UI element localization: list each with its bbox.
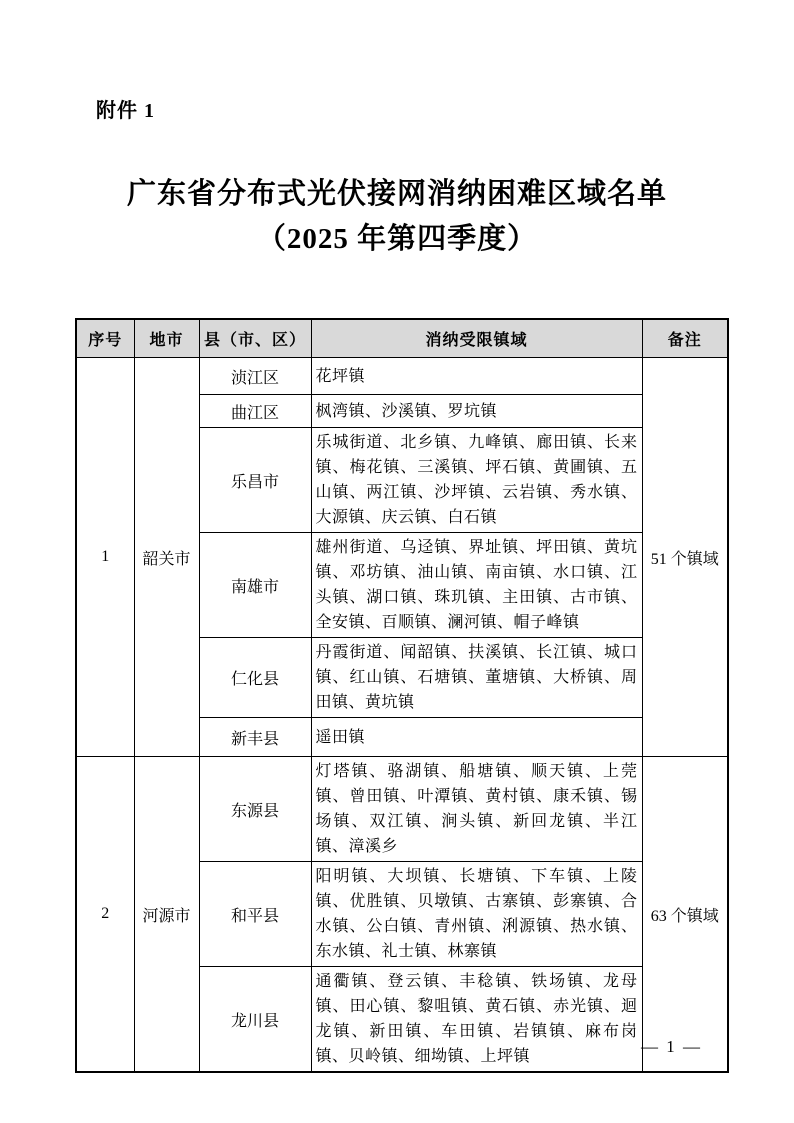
city-cell: 韶关市 [134,358,199,757]
county-cell: 浈江区 [199,358,311,395]
table-row [76,757,728,862]
county-cell: 南雄市 [199,533,311,638]
index-cell: 2 [76,757,134,1073]
townships-cell: 阳明镇、大坝镇、长塘镇、下车镇、上陵镇、优胜镇、贝墩镇、古寨镇、彭寨镇、合水镇、公白镇、青州镇、浰源镇、热水镇、东水镇、礼士镇、林寨镇 [311,862,642,967]
townships-cell: 丹霞街道、闻韶镇、扶溪镇、长江镇、城口镇、红山镇、石塘镇、董塘镇、大桥镇、周田镇、黄坑镇 [311,638,642,718]
column-header-remark: 备注 [642,319,728,358]
column-header-index: 序号 [76,319,134,358]
townships-cell: 遥田镇 [311,718,642,757]
townships-cell: 雄州街道、乌迳镇、界址镇、坪田镇、黄坑镇、邓坊镇、油山镇、南亩镇、水口镇、江头镇、湖口镇、珠玑镇、主田镇、古市镇、全安镇、百顺镇、澜河镇、帽子峰镇 [311,533,642,638]
attachment-label: 附件 1 [96,100,155,122]
county-cell: 新丰县 [199,718,311,757]
county-cell: 东源县 [199,757,311,862]
table-header-row [76,319,728,358]
column-header-county: 县（市、区） [199,319,311,358]
townships-cell: 枫湾镇、沙溪镇、罗坑镇 [311,395,642,428]
townships-cell: 乐城街道、北乡镇、九峰镇、廊田镇、长来镇、梅花镇、三溪镇、坪石镇、黄圃镇、五山镇、两江镇、沙坪镇、云岩镇、秀水镇、大源镇、庆云镇、白石镇 [311,428,642,533]
page-number: — 1 — [641,1037,702,1056]
document-title-line2: （2025 年第四季度） [256,223,538,255]
regions-table [75,318,729,1073]
document-title-line1: 广东省分布式光伏接网消纳困难区域名单 [126,178,667,210]
city-cell: 河源市 [134,757,199,1073]
remark-cell: 63 个镇域 [642,757,728,1073]
index-cell: 1 [76,358,134,757]
townships-cell: 通衢镇、登云镇、丰稔镇、铁场镇、龙母镇、田心镇、黎咀镇、黄石镇、赤光镇、迴龙镇、新田镇、车田镇、岩镇镇、麻布岗镇、贝岭镇、细坳镇、上坪镇 [311,967,642,1073]
townships-cell: 花坪镇 [311,358,642,395]
county-cell: 龙川县 [199,967,311,1073]
column-header-townships: 消纳受限镇域 [311,319,642,358]
county-cell: 乐昌市 [199,428,311,533]
column-header-city: 地市 [134,319,199,358]
remark-cell: 51 个镇域 [642,358,728,757]
county-cell: 和平县 [199,862,311,967]
county-cell: 曲江区 [199,395,311,428]
document-title [0,172,794,262]
townships-cell: 灯塔镇、骆湖镇、船塘镇、顺天镇、上莞镇、曾田镇、叶潭镇、黄村镇、康禾镇、锡场镇、双江镇、涧头镇、新回龙镇、半江镇、漳溪乡 [311,757,642,862]
county-cell: 仁化县 [199,638,311,718]
table-row [76,358,728,395]
